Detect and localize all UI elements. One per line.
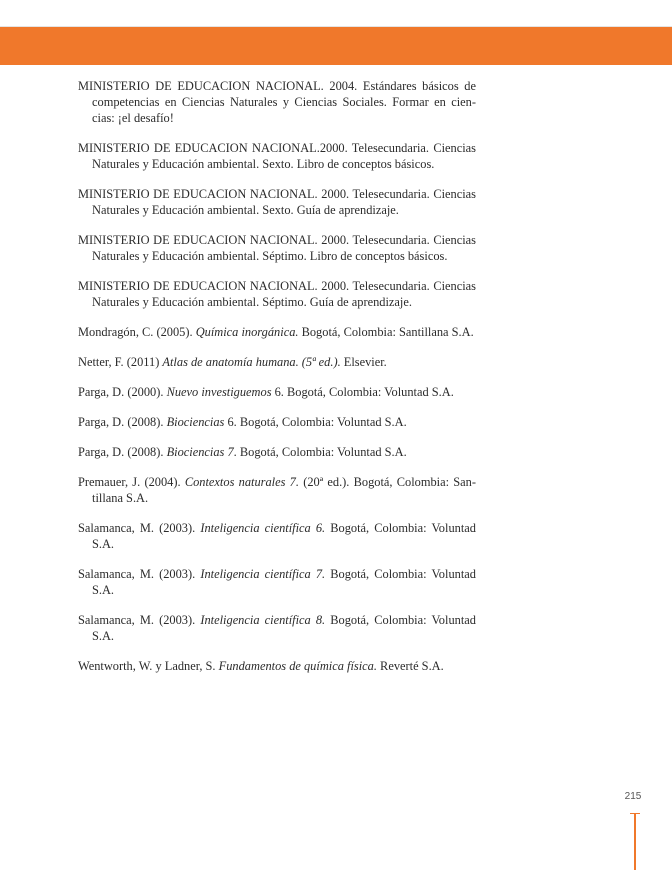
reference-entry (78, 232, 476, 264)
reference-entry (78, 520, 476, 552)
reference-entry (78, 324, 476, 340)
reference-entry (78, 658, 476, 674)
reference-text: Parga, D. (2000). (78, 385, 167, 399)
reference-text: Salamanca, M. (2003). (78, 567, 201, 581)
reference-text: Mondragón, C. (2005). (78, 325, 196, 339)
page-marker (630, 813, 640, 870)
reference-entry (78, 78, 476, 126)
reference-text: Parga, D. (2008). (78, 415, 167, 429)
reference-text: MINISTERIO DE EDUCACION NACIONAL. 2000. Telesecundaria. Ciencias Naturales y Educación ambiental. Séptimo. Libro de conceptos básicos. (78, 233, 476, 263)
reference-text: 6. Bogotá, Colombia: Voluntad S.A. (271, 385, 454, 399)
reference-text: Salamanca, M. (2003). (78, 613, 201, 627)
reference-title: Química inorgánica. (195, 325, 299, 339)
reference-title: Inteligencia científica 6. (200, 521, 326, 535)
reference-entry (78, 140, 476, 172)
reference-text: Premauer, J. (2004). (78, 475, 185, 489)
reference-text: Salamanca, M. (2003). (78, 521, 201, 535)
reference-entry (78, 186, 476, 218)
reference-entry (78, 566, 476, 598)
reference-text: MINISTERIO DE EDUCACION NACIONAL.2000. Telesecundaria. Ciencias Naturales y Educación ambiental. Sexto. Libro de conceptos básicos. (78, 141, 476, 171)
reference-entry (78, 414, 476, 430)
reference-title: Biociencias 7 (166, 445, 234, 459)
reference-entry (78, 474, 476, 506)
header-band (0, 27, 672, 65)
reference-text: Wentworth, W. y Ladner, S. (78, 659, 219, 673)
reference-text: . Bogotá, Colombia: Voluntad S.A. (233, 445, 407, 459)
reference-text: (20ª ed.). Bogotá, Colombia: San-tillana S.A. (92, 475, 477, 505)
reference-text: MINISTERIO DE EDUCACION NACIONAL. 2004. Estándares básicos de competencias en Ciencias Naturales y Ciencias Sociales. Formar en cien-cias: ¡el desafío! (78, 79, 476, 125)
reference-title: Contextos naturales 7. (184, 475, 299, 489)
reference-text: Elsevier. (340, 355, 387, 369)
reference-entry (78, 612, 476, 644)
reference-entry (78, 384, 476, 400)
reference-text: Bogotá, Colombia: Voluntad S.A. (92, 613, 476, 643)
reference-title: Fundamentos de química física. (218, 659, 377, 673)
reference-text: Bogotá, Colombia: Voluntad S.A. (92, 567, 476, 597)
reference-entry (78, 354, 476, 370)
reference-text: Bogotá, Colombia: Santillana S.A. (298, 325, 474, 339)
reference-entry (78, 444, 476, 460)
reference-text: MINISTERIO DE EDUCACION NACIONAL. 2000. Telesecundaria. Ciencias Naturales y Educación ambiental. Séptimo. Guía de aprendizaje. (78, 279, 476, 309)
reference-entry (78, 278, 476, 310)
reference-text: 6. Bogotá, Colombia: Voluntad S.A. (224, 415, 407, 429)
reference-title: Inteligencia científica 7. (200, 567, 326, 581)
reference-text: Reverté S.A. (376, 659, 444, 673)
reference-list (78, 78, 476, 688)
reference-title: Inteligencia científica 8. (200, 613, 326, 627)
reference-text: Bogotá, Colombia: Voluntad S.A. (92, 521, 476, 551)
page-marker-stem (634, 813, 636, 870)
page-number: 215 (624, 791, 642, 802)
reference-title: Nuevo investiguemos (166, 385, 272, 399)
reference-text: MINISTERIO DE EDUCACION NACIONAL. 2000. Telesecundaria. Ciencias Naturales y Educación ambiental. Sexto. Guía de aprendizaje. (78, 187, 476, 217)
reference-title: Atlas de anatomía humana. (5ª ed.). (162, 355, 341, 369)
reference-text: Parga, D. (2008). (78, 445, 167, 459)
reference-title: Biociencias (166, 415, 225, 429)
reference-text: Netter, F. (2011) (78, 355, 163, 369)
